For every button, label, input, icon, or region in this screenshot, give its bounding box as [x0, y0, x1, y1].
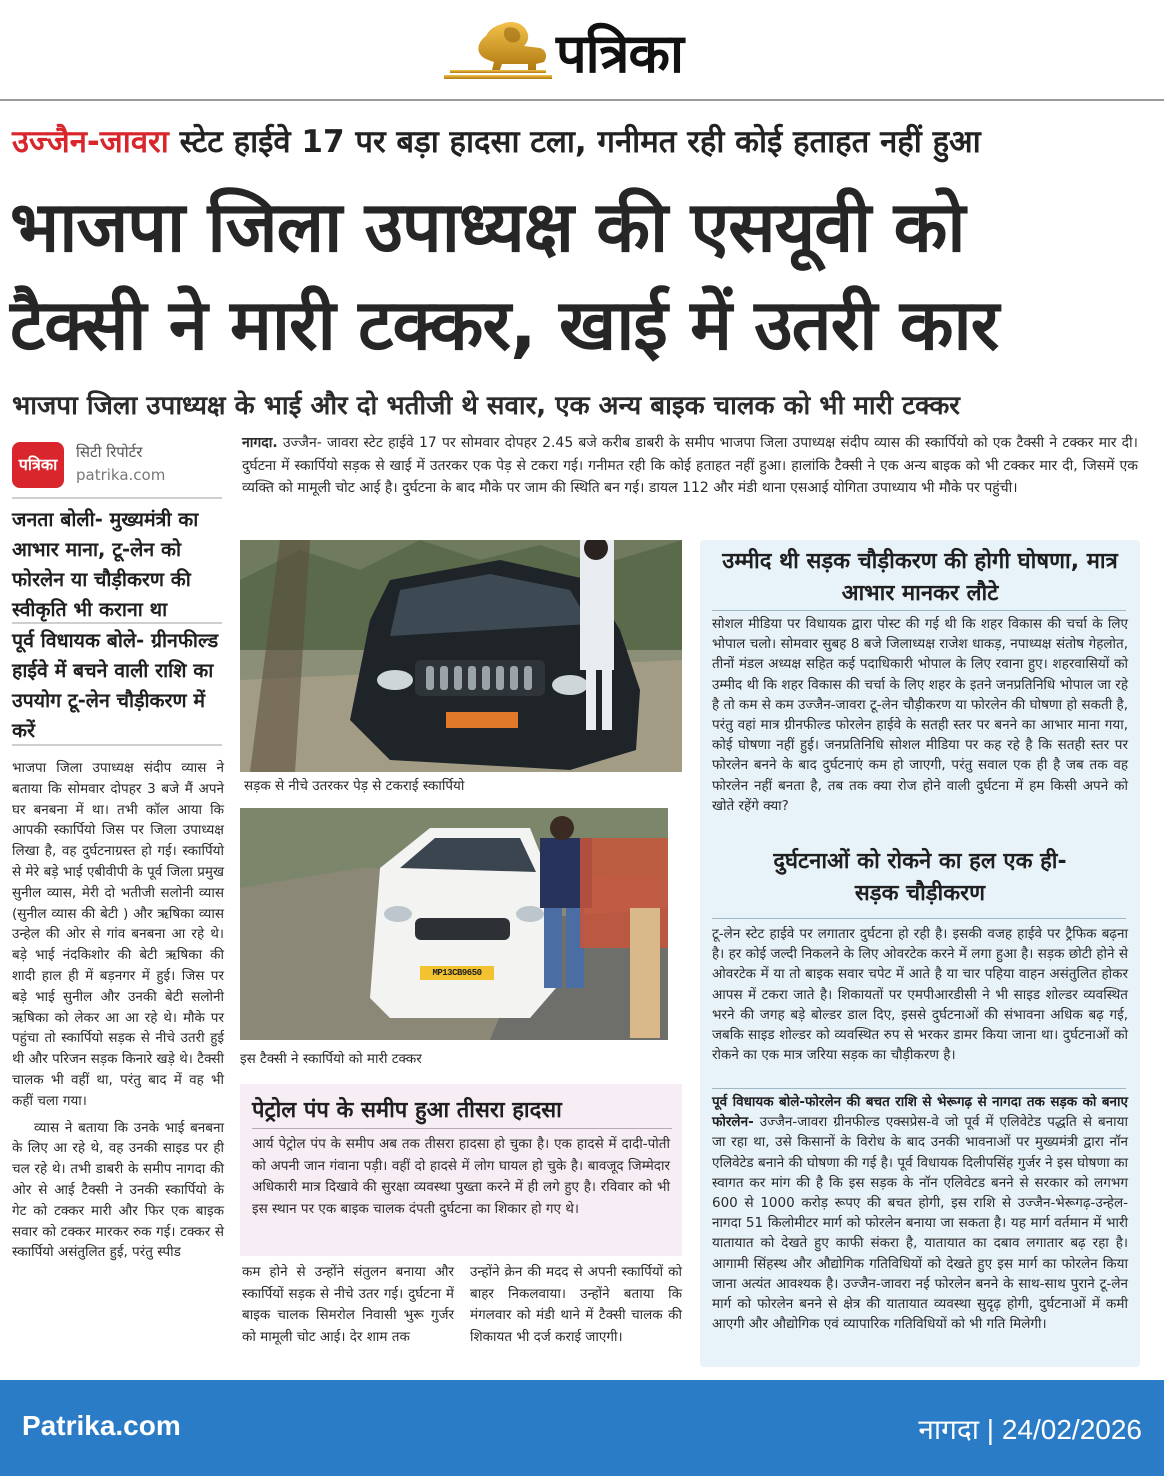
masthead [0, 0, 1164, 100]
footer [0, 1380, 1164, 1476]
left-paragraph-2: व्यास ने बताया कि उनके भाई बनबना के लिए आ रहे थे, वह उनकी साइड पर ही चल रहे थे। तभी डाबरी के समीप नागदा की ओर से आई टैक्सी ने उनकी स्कार्पियो के गेट को टक्कर मारी और फिर एक बाइक सवार को टक्कर मारकर रुक गई। टक्कर से स्कार्पियो असंतुलित हुई, परंतु स्पीड [12, 1119, 224, 1261]
left-column-text [12, 758, 224, 1269]
divider [712, 918, 1126, 919]
blue-box-section-3 [712, 1092, 1128, 1334]
third-accident-title: पेट्रोल पंप के समीप हुआ तीसरा हादसा [252, 1098, 562, 1123]
caption-photo-2: इस टैक्सी ने स्कार्पियो को मारी टक्कर [240, 1051, 422, 1067]
blue-box-text-1: सोशल मीडिया पर विधायक द्वारा पोस्ट की गई थी कि शहर विकास की चर्चा के लिए भोपाल चलो। सोमवार सुबह 8 बजे जिलाध्यक्ष राजेश धाकड़, नपाध्यक्ष संतोष गेहलोत, तीनों मंडल अध्यक्ष सहित कई पदाधिकारी भोपाल के लिए रवाना हुए। शहरवासियों को उम्मीद थी कि शहर विकास की चर्चा के लिए शहर के इतने जनप्रतिनिधि भोपाल जा रहे है तो कम से कम उज्जैन-जावरा टू-लेन चौड़ीकरण या फोरलेन की घोषणा हो सकती है, परंतु वहां मात्र ग्रीनफील्ड फोरलेन हाईवे के सतही स्तर पर बनने का आभार माना गया, कोई घोषणा नहीं हुई। जनप्रतिनिधि सोशल मीडिया पर कह रहे है कि सतही स्तर पर फोरलेन बनने के बाद दुर्घटनाएं कम हो जाएगी, परंतु सवाल एक ही है जब तक वह फोरलेन नहीं बनता है, तब तक क्या रोज होने वाली दुर्घटना में हम किसी अपने को खोते रहेंगे क्या? [712, 616, 1128, 814]
left-heading-public: जनता बोली- मुख्यमंत्री का आभार माना, टू-लेन को फोरलेन या चौड़ीकरण की स्वीकृति भी कराना था [12, 508, 199, 621]
headline-line-2: टैक्सी ने मारी टक्कर, खाई में उतरी कार [10, 284, 999, 366]
subheadline: भाजपा जिला उपाध्यक्ष के भाई और दो भतीजी थे सवार, एक अन्य बाइक चालक को भी मारी टक्कर [12, 391, 960, 421]
column-c-text: उन्होंने क्रेन की मदद से अपनी स्कार्पियों को बाहर निकलवाया। उन्होंने बताया कि मंगलवार को मंडी थाने में टैक्सी चालक की शिकायत भी दर्ज कराई जाएगी। [470, 1264, 682, 1345]
divider [252, 1128, 672, 1129]
divider [712, 610, 1126, 611]
kicker-text: स्टेट हाईवे 17 पर बड़ा हादसा टला, गनीमत रही कोई हताहत नहीं हुआ [179, 124, 981, 160]
sidebar-third-accident [240, 1084, 682, 1256]
headline-line-1: भाजपा जिला उपाध्यक्ष की एसयूवी को [10, 186, 965, 268]
photo-suv-in-ditch [240, 540, 682, 772]
taxi-number-plate: MP13CB9650 [420, 966, 494, 980]
kicker-location: उज्जैन-जावरा [12, 124, 169, 160]
byline [12, 438, 222, 494]
lead-text: उज्जैन- जावरा स्टेट हाईवे 17 पर सोमवार दोपहर 2.45 बजे करीब डाबरी के समीप भाजपा जिला उपाध्यक्ष संदीप व्यास की स्कार्पियो को एक टैक्सी ने टक्कर मार दी। दुर्घटना में स्कार्पियो सड़क से खाई में उतरकर एक पेड़ से टकरा गई। गनीमत रही कि कोई हताहत नहीं हुआ। हालांकि टैक्सी ने एक अन्य बाइक को भी टक्कर मार दी, जिसमें एक व्यक्ति को मामूली चोट आई है। दुर्घटना के बाद मौके पर जाम की स्थिति बन गई। डायल 112 और मंडी थाना एसआई योगिता उपाध्याय भी मौके पर पहुंची। [242, 435, 1138, 496]
lead-paragraph [242, 432, 1138, 500]
kicker [12, 120, 1152, 162]
divider [12, 622, 222, 624]
taxi-photo-illustration [240, 808, 668, 1040]
patrika-logo-icon: पत्रिका [12, 442, 64, 488]
footer-site: Patrika.com [22, 1410, 181, 1441]
masthead-rule [0, 99, 1164, 101]
column-b-text: कम होने से उन्होंने संतुलन बनाया और स्कार्पियों सड़क से नीचे उतर गई। दुर्घटना में बाइक चालक सिमरोल निवासी भुरू गुर्जर को मामूली चोट आई। देर शाम तक [242, 1264, 454, 1345]
blue-box-text-2: टू-लेन स्टेट हाईवे पर लगातार दुर्घटना हो रही है। इसकी वजह हाईवे पर ट्रैफिक बढ़ना है। हर कोई जल्दी निकलने के लिए ओवरटेक करने में लगा हुआ है। सड़क छोटी होने से ओवरटेक में या तो बाइक सवार चपेट में आते है या चार पहिया वाहन असंतुलित होकर आपस में टकरा जाते है। शिकायतों पर एमपीआरडीसी ने भी साइड शोल्डर व्यवस्थित भरने की जगह बड़े बोल्डर डाल दिए, इससे दुर्घटनाओं की संभावना अधिक बढ़ गई, जबकि साइड शोल्डर को व्यवस्थित रुप से भरकर डामर किया जाना था। दुर्घटनाओं को रोकने का एक मात्र जरिया सड़क का चौड़ीकरण है। [712, 926, 1128, 1064]
suv-photo-illustration [240, 540, 682, 772]
dateline: नागदा. [242, 435, 278, 451]
divider [12, 497, 222, 499]
sidebar-road-widening [700, 540, 1140, 1367]
left-heading-former-mla: पूर्व विधायक बोले- ग्रीनफील्ड हाईवे में बचने वाली राशि का उपयोग टू-लेन चौड़ीकरण में करें [12, 629, 219, 742]
blue-box-title-1: उम्मीद थी सड़क चौड़ीकरण की होगी घोषणा, मात्र आभार मानकर लौटे [722, 549, 1118, 606]
photo-taxi [240, 808, 668, 1040]
blue-box-title-2: दुर्घटनाओं को रोकने का हल एक ही- सड़क चौड़ीकरण [773, 849, 1067, 906]
masthead-title: पत्रिका [556, 21, 683, 85]
left-paragraph-1: भाजपा जिला उपाध्यक्ष संदीप व्यास ने बताया कि सोमवार दोपहर 3 बजे मैं अपने घर बनबना में था। तभी कॉल आया कि आपकी स्कार्पियो जिस पर जिला उपाध्यक्ष लिखा है, वह दुर्घटनाग्रस्त हो गई। स्कार्पियो से मेरे बड़े भाई एबीवीपी के पूर्व जिला प्रमुख सुनील व्यास, मेरी दो भतीजी सलोनी व्यास (सुनील व्यास की बेटी ) और ऋषिका व्यास उन्हेल की ओर से गांव बनबना आ रहे थे। बड़े भाई नंदकिशोर की बेटी ऋषिका की शादी हाल ही में बड़नगर में हुई। जिस पर बड़े भाई सुनील और उनकी बेटी सलोनी ऋषिका को लेकर आ आ रहे थे। मौके पर पहुंचा तो स्कार्पियो सड़क से नीचे उतरी हुई थी और परिजन सड़क किनारे खड़े थे। टैक्सी चालक भी वहीं था, परंतु बाद में वह भी कहीं चला गया। [12, 760, 224, 1109]
blue-box-title-3: पूर्व विधायक बोले-फोरलेन की बचत राशि से भेरूगढ़ से नागदा तक सड़क को बनाए फोरलेन- [712, 1094, 1128, 1131]
caption-photo-1: सड़क से नीचे उतरकर पेड़ से टकराई स्कार्पियो [244, 778, 465, 794]
divider [712, 1088, 1126, 1089]
divider [12, 744, 222, 746]
third-accident-text: आर्य पेट्रोल पंप के समीप अब तक तीसरा हादसा हो चुका है। एक हादसे में दादी-पोती को अपनी जान गंवाना पड़ी। वहीं दो हादसे में लोग घायल हो चुके है। बावजूद जिम्मेदार अधिकारी मात्र दिखावे की सुरक्षा व्यवस्था पुख्ता करने में ही लगे हुए है। रविवार को भी इस स्थान पर एक बाइक चालक दंपती दुर्घटना का शिकार हो गए थे। [252, 1136, 670, 1217]
byline-reporter: सिटी रिपोर्टर [76, 443, 143, 461]
byline-site: patrika.com [76, 466, 166, 484]
lion-logo-icon [444, 18, 552, 80]
headline [10, 178, 1160, 374]
footer-edition-date: नागदा | 24/02/2026 [918, 1414, 1142, 1445]
blue-box-text-3: उज्जैन-जावरा ग्रीनफील्ड एक्सप्रेस-वे जो पूर्व में एलिवेटेड पद्धति से बनाया जा रहा था, उसे किसानों के विरोध के बाद उनकी भावनाओं पर मुख्यमंत्री द्वारा नॉन एलिवेटेड बनाने की घोषणा की गई है। पूर्व विधायक दिलीपसिंह गुर्जर ने इस घोषणा का स्वागत कर मांग की है कि इस सड़क के नॉन एलिवेटड बनने से सरकार को लगभग 600 से 1000 करोड़ रूपए की बचत होगी, इस राशि से उज्जैन-भेरूगढ़-उन्हेल-नागदा 51 किलोमीटर मार्ग को फोरलेन बनाया जा सकता है। यह मार्ग वर्तमान में भारी यातायात को देखते हुए काफी संकरा है, यातायात का दबाव लगातार बढ़ रहा है। आगामी सिंहस्थ और औद्योगिक गतिविधियों को देखते हुए इस मार्ग का फोरलेन किया जाना अत्यंत आवश्यक है। उज्जैन-जावरा नई फोरलेन बनने के साथ-साथ पुराने टू-लेन मार्ग को फोरलेन बनने से क्षेत्र की यातायात व्यवस्था सुदृढ़ होगी, दुर्घटनाओं में कमी आएगी और औद्योगिक एवं व्यापारिक गतिविधियों को भी गति मिलेगी। [712, 1114, 1128, 1333]
